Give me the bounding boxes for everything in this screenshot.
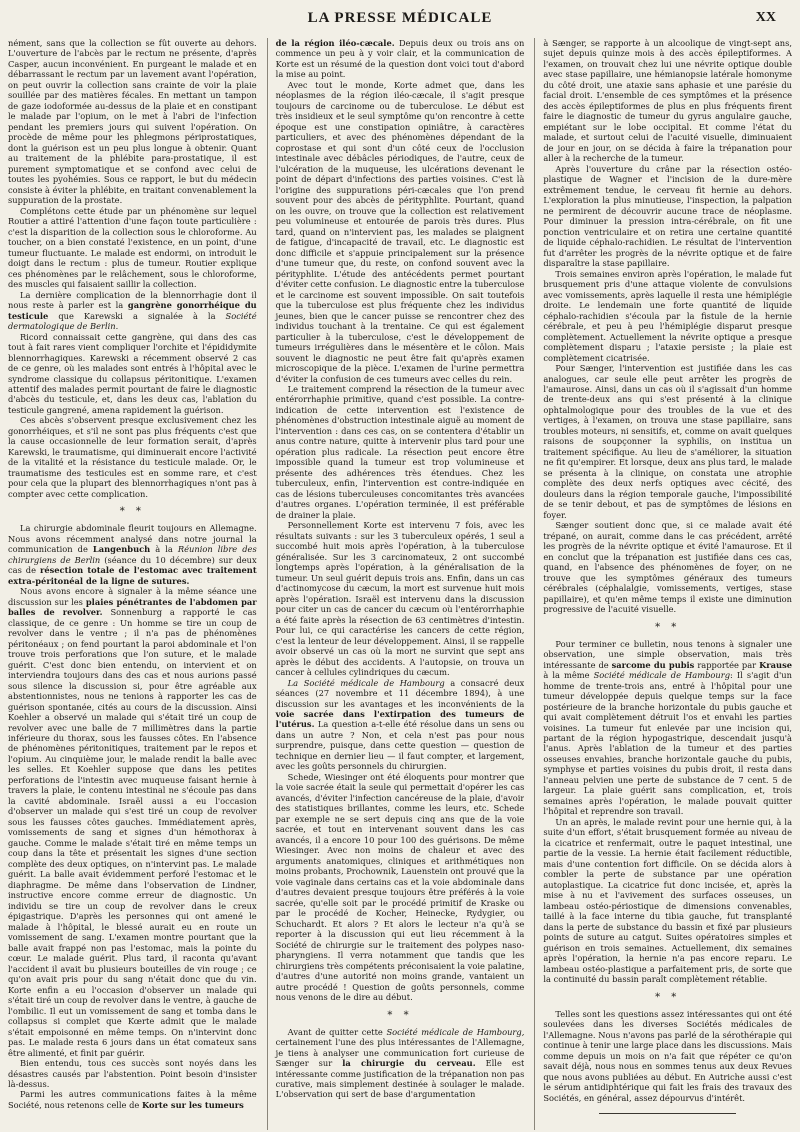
text-run: (séance du 10 décembre) sur deux cas de — [8, 554, 257, 576]
paragraph — [8, 586, 257, 1058]
italic-citation: Société médicale de Hambourg, — [386, 1026, 525, 1037]
article-columns — [8, 38, 792, 1130]
closing-rule — [599, 1113, 736, 1114]
text-run: Sonnenburg a rapporté le cas classique, de ce genre : Un homme se tire un coup de revolver dans le ventre ; il n'a pas de phénomènes péritonéaux ; on fend pourtant la paroi abdominale et l'on trouve trois perforations que l'on suture, et le malade guérit. C'est donc bien entendu, on intervient et on interviendra toujours dans des cas et nous aurions passé sous silence la discussion si, pour être agréable aux abstentionnistes, nous ne tenions à rapporter les cas de guérison spontanée, cités au cours de la discussion. Ainsi Koehler a observé un malade qui s'était tiré un coup de revolver avec une balle de 7 millimètres dans la partie inférieure du thorax, sous les fausses côtes. En l'absence de phénomènes péritonitiques, traitement par le repos et l'opium. Au cinquième jour, le malade rendit la balle avec les selles. Et Koehler suppose que dans les petites perforations de l'intestin avec muqueuse faisant hernie à travers la plaie, le contenu intestinal ne s'écoule pas dans la cavité abdominale. Israël aussi a eu l'occasion d'observer un malade qui s'est tiré un coup de revolver sous les fausses côtes gauches. Immédiatement après, vomissements de sang et signes d'un hémothorax à gauche. Comme le malade s'était tiré en même temps un coup dans la tête et présentait les signes d'une section complète des deux optiques, on n'intervint pas. Le malade guérit. La balle avait évidemment perforé l'estomac et le diaphragme. De même dans l'observation de Lindner, instructive encore comme erreur de diagnostic. Un individu se tire un coup de revolver dans le creux épigastrique. D'après les personnes qui ont amené le malade à l'hôpital, le blessé aurait eu en route un vomissement de sang. L'examen montre pourtant que la balle avait frappé non pas l'estomac, mais la pointe du cœur. Le malade guérit. Plus tard, il raconta qu'avant l'accident il avait bu plusieurs bouteilles de vin rouge ; ce qu'on avait pris pour du sang n'était donc que du vin. Korte enfin a eu l'occasion d'observer un malade qui s'était tiré un coup de revolver dans le ventre, à gauche de l'ombilic. Il eut un vomissement de sang et tomba dans le collapsus si complet que Kœrte admit que le malade s'était empoisonné en même temps. On n'intervint donc pas. Le malade resta 6 jours dans un état comateux sans être alimenté, et finit par guérir. — [8, 607, 257, 1058]
bold-term: plaies pénétrantes de l'abdomen par balles de revolver. — [8, 596, 257, 618]
bold-term: gangrène gonorrhéique du testicule — [8, 300, 257, 321]
section-separator: * * — [387, 1009, 413, 1021]
bold-term: Korte sur les tumeurs — [141, 1099, 244, 1110]
column-middle — [267, 38, 525, 1130]
text-run: Depuis deux ou trois ans on commence un peu à y voir clair, et la communication de Korte est un résumé de la question dont voici tout d'abord la mise au point. — [275, 38, 525, 80]
text-run: La chirurgie abdominale fleurit toujours en Allemagne. Nous avons récemment analysé dans notre journal la communication de — [8, 523, 257, 555]
paragraph — [543, 639, 792, 817]
paragraph: Ces abcès s'observent presque exclusivement chez les gonorrhéiques, et s'il ne sont pas plus fréquents c'est que la cause occasionnelle de leur formation serait, d'après Karewski, le traumatisme, qui diminuerait encore l'activité de la vitalité et la résistance du testicule malade. Or, le traumatisme des testicules est en somme rare, et c'est pour cela que la plupart des blennorrhagiques n'ont pas à compter avec cette complication. — [8, 415, 257, 499]
text-run: Elle est intéressante comme justification de la trépanation non pas curative, mais simplement destinée à soulager le malade. L'observation qui sert de base d'argumentation — [275, 1058, 525, 1100]
paragraph — [8, 523, 257, 586]
bold-term: de la région iléo-cæcale. — [275, 38, 395, 48]
text-run: certainement l'une des plus intéressantes de l'Allemagne, je tiens à analyser une communication fort curieuse de Sænger sur — [275, 1037, 525, 1069]
text-run: a consacré deux séances (27 novembre et 11 décembre 1894), à une discussion sur les avantages et les inconvénients de la — [275, 677, 525, 709]
page-header — [10, 4, 790, 32]
paragraph: Avec tout le monde, Korte admet que, dans les néoplasmes de la région iléo-cæcale, il s'agit presque toujours de carcinome ou de tuberculose. Le début est très insidieux et le seul symptôme qu'on rencontre à cette époque est une constipation opiniâtre, à caractères particuliers, et avec des phénomènes dépendant de la coprostase et qui sont d'un côté ceux de l'occlusion intestinale avec débâcles périodiques, de l'autre, ceux de l'ulcération de la muqueuse, les ulcérations devenant le point de départ d'infections des parties voisines. C'est là l'origine des suppurations péri-cæcales que l'on prend souvent pour des abcès de pérityphlite. Pourtant, quand on les ouvre, on trouve que la collection est relativement peu volumineuse et entourée de parois très dures. Plus tard, quand on n'intervient pas, les malades se plaignent de fatigue, d'incapacité de travail, etc. Le diagnostic est donc difficile et s'appuie principalement sur la présence d'une tumeur que, du reste, on confond souvent avec la pérityphlite. L'étude des antécédents permet pourtant d'éviter cette confusion. Le diagnostic entre la tuberculose et le carcinome est souvent impossible. On sait toutefois que la tuberculose est plus fréquente chez les individus jeunes, bien que le cancer puisse se rencontrer chez des individus touchant à la trentaine. Ce qui est également particulier à la tuberculose, c'est le développement de tumeurs irrégulières dans le mésentère et le côlon. Mais souvent le diagnostic ne peut être fait qu'après examen microscopique de la pièce. L'examen de l'urine permettra d'éviter la confusion de ces tumeurs avec celles du rein. — [275, 79, 525, 384]
italic-citation: Société médicale de Hambourg — [593, 670, 731, 681]
paragraph: Pour Sænger, l'intervention est justifiée dans les cas analogues, car seule elle peut arrêter les progrès de l'amaurose. Ainsi, dans un cas où il s'agissait d'un homme de trente-deux ans qui s'est présenté à la clinique ophtalmologique pour des troubles de la vue et des vertiges, à l'examen, on trouva une stase papillaire, sans troubles moteurs, ni sensitifs, et, comme on avait quelques raisons de soupçonner la syphilis, on institua un traitement spécifique. Au lieu de s'améliorer, la situation ne fit qu'empirer. Et lorsque, deux ans plus tard, le malade se présenta à la clinique, on constata une atrophie complète des deux nerfs optiques avec cécité, des douleurs dans la région temporale gauche, l'impossibilité de se tenir debout, et pas de symptômes de lésions en foyer. — [543, 363, 793, 520]
paragraph: Le traitement comprend la résection de la tumeur avec entérorrhaphie primitive, quand c'est possible. La contre-indication de cette intervention est l'existence de phénomènes d'obstruction intestinale aiguë au moment de l'intervention : dans ces cas, on se contentera d'établir un anus contre nature, quitte à intervenir plus tard pour une opération plus radicale. La résection peut encore être impossible quand la tumeur est trop volumineuse et présente des adhérences très étendues. Chez les tuberculeux, enfin, l'intervention est contre-indiquée en cas de lésions tuberculeuses concomitantes très avancées d'autres organes. L'opération terminée, il est préférable de drainer la plaie. — [275, 383, 525, 520]
paragraph: Bien entendu, tous ces succès sont noyés dans les désastres causés par l'abstention. Point besoin d'insister là-dessus. — [8, 1058, 257, 1089]
text-run: Parmi les autres communications faites à la même Société, nous retenons celle de — [8, 1089, 257, 1110]
section-separator: * * — [119, 506, 145, 518]
text-run: Pour terminer ce bulletin, nous tenons à signaler une observation, une simple observation, mais très intéressante de — [543, 638, 793, 670]
paragraph: Un an après, le malade revint pour une hernie qui, à la suite d'un effort, s'était brusquement formée au niveau de la cicatrice et renfermait, outre le paquet intestinal, une partie de la vessie. La hernie était facilement réductible, mais d'une contention fort difficile. On se décida alors à combler la perte de substance par une opération autoplastique. La cicatrice fut donc incisée, et, après la mise à nu et l'avivement des surfaces osseuses, un lambeau ostéo-périostique de dimensions convenables, taillé à la face interne du tibia gauche, fut transplanté dans la perte de substance du bassin et fixé par plusieurs points de suture au catgut. Suites opératoires simples et guérison en trois semaines. Actuellement, dix semaines après l'opération, la hernie n'a pas encore reparu. Le lambeau ostéo-plastique a parfaitement pris, de sorte que la continuité du bassin paraît complètement rétablie. — [543, 816, 793, 985]
italic-citation: Réunion libre des chirurgiens de Berlin — [8, 544, 257, 565]
journal-title: LA PRESSE MÉDICALE — [307, 10, 493, 26]
paragraph: Schede, Wiesinger ont été éloquents pour montrer que la voie sacrée était la seule qui permettait d'opérer les cas avancés, d'éviter l'infection cancéreuse de la plaie, d'avoir des statistiques brillantes, comme les leurs, etc. Schede par exemple ne se sert depuis cinq ans que de la voie sacrée, et tout en intervenant souvent dans les cas avancés, il a encore 10 pour 100 des guérisons. De même Wiesinger. Avec non moins de chaleur et avec des arguments anatomiques, cliniques et arithmétiques non moins probants, Prochownik, Lauenstein ont prouvé que la voie vaginale dans certains cas et la voie abdominale dans d'autres devaient presque toujours être préférés à la voie sacrée, qu'elle soit par le procédé primitif de Kraske ou par le procédé de Kocher, Heinecke, Rydygier, ou Schuchardt. Et alors ? Et alors le lecteur n'a qu'à se reporter à la discussion qui eut lieu récemment à la Société de chirurgie sur le traitement des polypes naso-pharyngiens. Il verra notamment que tandis que les chirurgiens très compétents préconisaient la voie palatine, d'autres d'une autorité non moins grande, vantaient un autre procédé ! Question de goûts personnels, comme nous venons de le dire au début. — [275, 771, 525, 1003]
text-run: rapportée par — [697, 659, 757, 670]
paragraph: Ricord connaissait cette gangrène, qui dans des cas tout à fait rares vient compliquer l'orchite et l'épididymite blennorrhagiques. Karewski a récemment observé 2 cas de ce genre, où les malades sont entrés à l'hôpital avec le syndrome classique du collapsus péritonitique. L'examen attentif des malades permit pourtant de faire le diagnostic d'abcès du testicule, et, dans les deux cas, l'ablation du testicule gangrené, amena rapidement la guérison. — [8, 331, 257, 415]
text-run: Nous avons encore à signaler à la même séance une discussion sur les — [8, 586, 257, 607]
bold-term: voie sacrée dans l'extirpation des tumeurs de l'utérus. — [275, 709, 525, 730]
section-separator: * * — [655, 621, 681, 633]
column-right — [534, 38, 792, 1130]
text-run: Avant de quitter cette — [287, 1026, 383, 1037]
paragraph — [276, 38, 525, 80]
page-number: XX — [755, 10, 776, 25]
paragraph — [276, 678, 525, 772]
italic-citation: La Société médicale de Hambourg — [287, 677, 445, 688]
text-run: La question a-t-elle été résolue dans un sens ou dans un autre ? Non, et cela n'est pas pour nous surprendre, puisque, dans cette question — question de technique en dernier lieu — il faut compter, et largement, avec les goûts personnels du chirurgien. — [275, 719, 525, 772]
paragraph: Personnellement Korte est intervenu 7 fois, avec les résultats suivants : sur les 3 tuberculeux opérés, 1 seul a succombé huit mois après l'opération, à la tuberculose généralisée. Sur les 3 carcinomateux, 2 ont succombé longtemps après l'opération, à la généralisation de la tumeur. Un seul guérit depuis trois ans. Enfin, dans un cas d'actinomycose du cæcum, la mort est survenue huit mois après l'opération. Israël est intervenu dans la discussion pour citer un cas de cancer du cæcum où l'entérorrhaphie a été faite après la résection de 63 centimètres d'intestin. Pour lui, ce qui caractérise les cancers de cette région, c'est la lenteur de leur développement. Ainsi, il se rappelle avoir observé un cas où la mort ne survint que sept ans après le début des accidents. A l'autopsie, on trouva un cancer à cellules cylindriques du cæcum. — [275, 520, 525, 678]
bold-term: résection totale de l'estomac avec traitement extra-péritonéal de la ligne de sutures. — [8, 565, 257, 586]
bold-term: Krause — [759, 659, 793, 670]
paragraph: Après l'ouverture du crâne par la résection ostéo-plastique de Wagner et l'incision de la dure-mère extrêmement tendue, le cerveau fit hernie au dehors. L'exploration la plus minutieuse, l'inspection, la palpation ne permirent de découvrir aucune trace de néoplasme. Pour diminuer la pression intra-cérébrale, on fit une ponction ventriculaire et on retira une certaine quantité de liquide céphalo-rachidien. Le résultat de l'intervention fut d'arrêter les progrès de la névrite optique et de faire disparaître la stase papillaire. — [543, 163, 793, 269]
paragraph: Telles sont les questions assez intéressantes qui ont été soulevées dans les diverses Sociétés médicales de l'Allemagne. Nous n'avons pas parlé de la sérothérapie qui continue à tenir une large place dans les discussions. Mais comme depuis un mois on n'a fait que répéter ce qu'on savait déjà, nous nous en sommes tenus aux deux Revues que nous avons publiées au début. En Autriche aussi c'est le sérum antidiphtérique qui fait les frais des travaux des Sociétés, en général, assez dépourvus d'intérêt. — [543, 1008, 793, 1103]
italic-citation: Société dermatologique de Berlin. — [8, 310, 257, 332]
paragraph: nément, sans que la collection se fût ouverte au dehors. L'ouverture de l'abcès par le rectum ne présente, d'après Casper, aucun inconvénient. En purgeant le malade et en débarrassant le rectum par un lavement avant l'opération, on peut ouvrir la collection sans crainte de voir la plaie souillée par des matières fécales. En mettant un tampon de gaze iodoformée au-dessus de la plaie et en constipant le malade par l'opium, on le met à l'abri de l'infection pendant les premiers jours qui suivent l'opération. On procède de même pour les phlegmons périprostatiques, dont la guérison est un peu plus longue à obtenir. Quant au traitement de la phlébite para-prostatique, il est purement symptomatique et se confond avec celui de toutes les pyohémies. Sous ce rapport, le but du médecin consiste à éviter la phlébite, en traitant convenablement la suppuration de la prostate. — [8, 38, 257, 206]
paragraph — [8, 290, 257, 332]
bold-term: Langenbuch — [92, 544, 151, 555]
text-run: à la — [155, 544, 173, 555]
text-run: La dernière complication de la blennorrhagie dont il nous reste à parler est la — [8, 289, 257, 311]
text-run: que Karewski a signalée à la — [58, 310, 216, 321]
paragraph: Trois semaines environ après l'opération, le malade fut brusquement pris d'une attaque violente de convulsions avec vomissements, après laquelle il resta une hémiplégie droite. Le lendemain une forte quantité de liquide céphalo-rachidien s'écoula par la fistule de la hernie cérébrale, et peu à peu l'hémiplégie disparut presque complètement. Actuellement la névrite optique a presque complètement disparu ; l'ataxie persiste ; la plaie est complètement cicatrisée. — [543, 268, 793, 363]
text-run: : Il s'agit d'un homme de trente-trois ans, entré à l'hôpital pour une tumeur développée depuis quelque temps sur la face postérieure de la branche horizontale du pubis gauche et qui avait complètement détruit l'os et envahi les parties voisines. La tumeur fut enlevée par une incision qui, partant de la région hypogastrique, descendait jusqu'à l'anus. Après l'ablation de la tumeur et des parties osseuses envahies, branche horizontale gauche du pubis, symphyse et parties voisines du pubis droit, il resta dans l'anneau pelvien une perte de substance de 7 cent. 5 de largeur. La plaie guérit sans complication, et, trois semaines après l'opération, le malade pouvait quitter l'hôpital et reprendre son travail. — [543, 670, 793, 817]
paragraph: à Sænger, se rapporte à un alcoolique de vingt-sept ans, sujet depuis quinze mois à des accès épileptiformes. A l'examen, on trouvait chez lui une névrite optique double avec stase papillaire, une hémianopsie latérale homonyme du côté droit, une ataxie sans aphasie et une parésie du facial droit. L'ensemble de ces symptômes et la présence des accès épileptiformes de plus en plus fréquents firent faire le diagnostic de tumeur du gyrus angulaire gauche, empiétant sur le lobe occipital. Et comme l'état du malade, et surtout celui de l'acuité visuelle, diminuaient de jour en jour, on se décida à faire la trépanation pour aller à la recherche de la tumeur. — [543, 38, 793, 164]
bold-term: sarcome du pubis — [611, 659, 695, 670]
bold-term: la chirurgie du cerveau. — [342, 1058, 476, 1069]
paragraph — [8, 1089, 257, 1110]
text-run: à la même — [543, 670, 590, 681]
paragraph: Complétons cette étude par un phénomène sur lequel Routier a attiré l'attention d'une façon toute particulière : c'est la disparition de la collection sous le chloroforme. Au toucher, on a bien constaté l'existence, en un point, d'une tumeur fluctuante. Le malade est endormi, on introduit le doigt dans le rectum : plus de tumeur. Routier explique ces phénomènes par le relâchement, sous le chloroforme, des muscles qui faisaient saillir la collection. — [8, 205, 257, 290]
paragraph: Sænger soutient donc que, si ce malade avait été trépané, on aurait, comme dans le cas précédent, arrêté les progrès de la névrite optique et évité l'amaurose. Et il en conclut que la trépanation est justifiée dans ces cas, quand, en l'absence des phénomènes de foyer, on ne trouve que les symptômes généraux des tumeurs cérébrales (céphalalgie, vomissements, vertiges, stase papillaire), et qu'en même temps il existe une diminution progressive de l'acuité visuelle. — [543, 520, 793, 615]
paragraph — [276, 1027, 525, 1100]
column-left — [8, 38, 257, 1130]
section-separator: * * — [655, 991, 681, 1003]
